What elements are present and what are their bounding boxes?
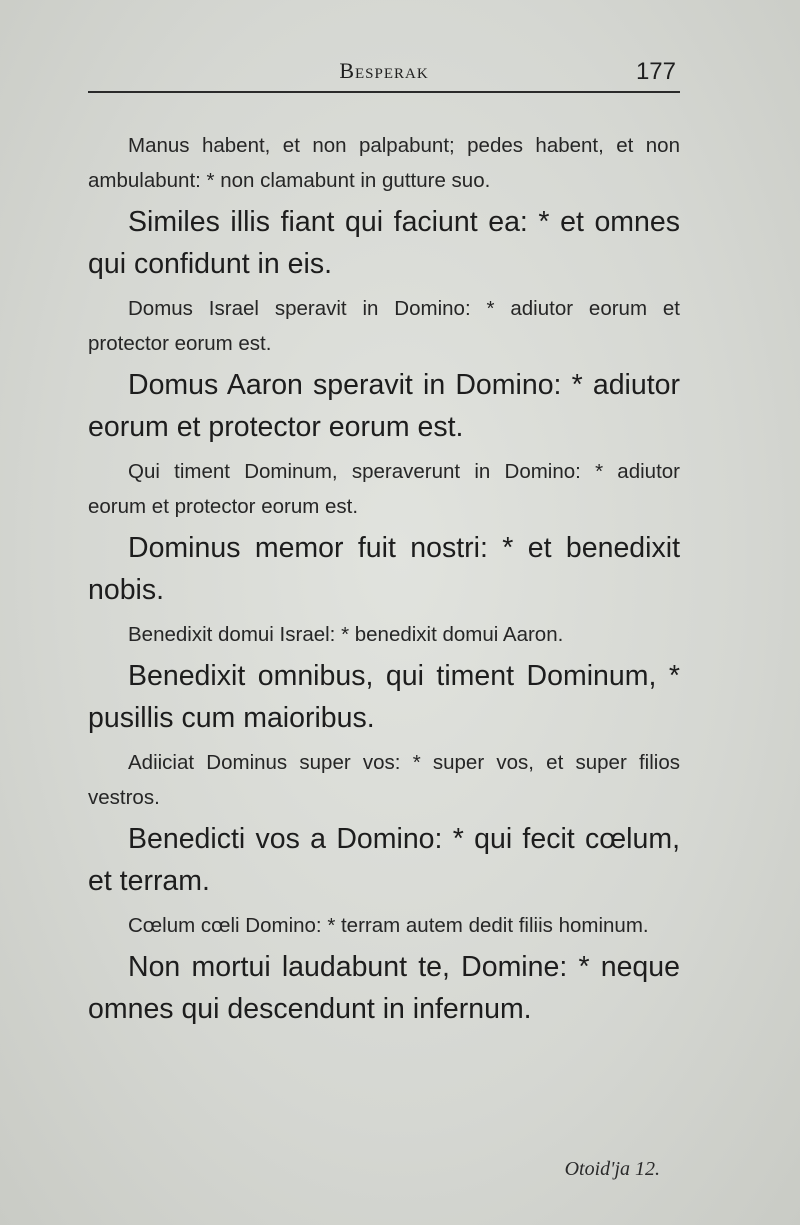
verse-11: Cœlum cœli Domino: * terram autem dedit filiis hominum.: [128, 914, 649, 937]
footer-signature: Otoid'ja 12.: [564, 1158, 660, 1180]
verse-6: Dominus memor fuit nostri: * et benedixit nobis.: [88, 532, 680, 606]
running-header: [88, 58, 680, 92]
verse-9: Adiiciat Dominus super vos: * super vos, et super filios vestros.: [88, 751, 680, 809]
verse-8: Benedixit omnibus, qui timent Dominum, * pusillis cum maioribus.: [88, 660, 680, 734]
verse-4: Domus Aaron speravit in Domino: * adiutor eorum et protector eorum est.: [88, 369, 680, 443]
psalm-text: [88, 128, 680, 1036]
page-number: 177: [635, 58, 676, 85]
verse-10: Benedicti vos a Domino: * qui fecit cœlum, et terram.: [88, 823, 680, 897]
verse-2: Similes illis fiant qui faciunt ea: * et omnes qui confidunt in eis.: [88, 206, 680, 280]
verse-7: Benedixit domui Israel: * benedixit domui Aaron.: [128, 623, 564, 646]
header-title: Besperak: [339, 58, 429, 83]
verse-5: Qui timent Dominum, speraverunt in Domino: * adiutor eorum et protector eorum est.: [88, 460, 680, 518]
verse-1: Manus habent, et non palpabunt; pedes habent, et non ambulabunt: * non clamabunt in gutture suo.: [88, 134, 680, 192]
verse-3: Domus Israel speravit in Domino: * adiutor eorum et protector eorum est.: [88, 297, 680, 355]
verse-12: Non mortui laudabunt te, Domine: * neque omnes qui descendunt in infernum.: [88, 951, 680, 1025]
header-rule: [88, 91, 680, 93]
